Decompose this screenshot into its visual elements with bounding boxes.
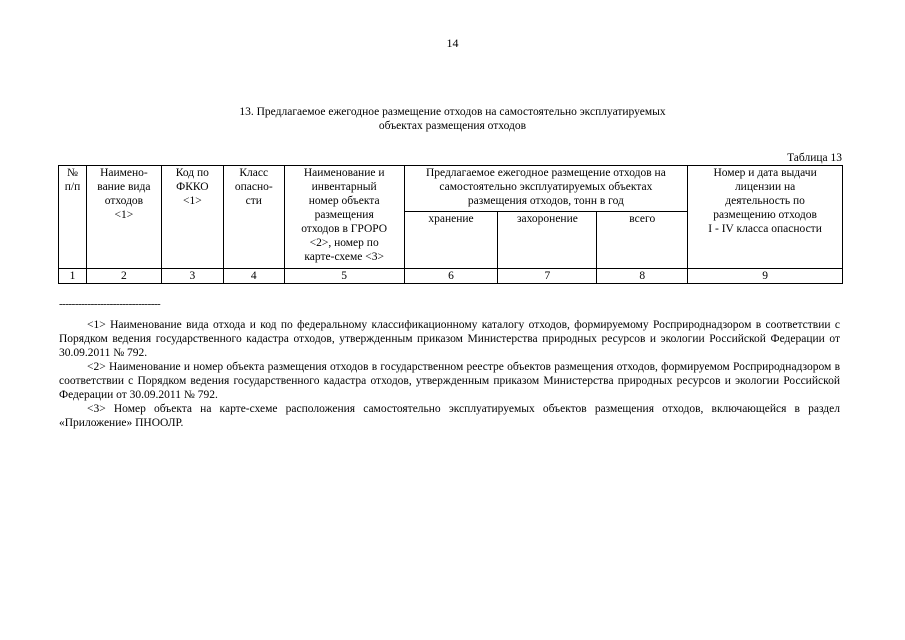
footnote-separator: -------------------------------- [59, 298, 161, 310]
footnotes [59, 318, 840, 430]
section-title [150, 105, 755, 133]
column-number-cell: 7 [498, 269, 597, 284]
header-cell-annual-placement: Предлагаемое ежегодное размещение отходов на самостоятельно эксплуатируемых объектах размещения отходов, тонн в год [404, 166, 688, 212]
column-number-cell: 9 [688, 269, 843, 284]
table-caption: Таблица 13 [787, 152, 842, 164]
header-cell-license: Номер и дата выдачи лицензии на деятельность по размещению отходов I - IV класса опасности [688, 166, 843, 269]
column-number-cell: 8 [597, 269, 688, 284]
footnote-2: <2> Наименование и номер объекта размещения отходов в государственном реестре объектов размещения отходов, формируемом Росприроднадзором в соответствии с Порядком ведения государственного кадастра отходов, утвержденным приказом Министерства природных ресурсов и экологии Российской Федерации от 30.09.2011 № 792. [59, 361, 840, 401]
page-number: 14 [446, 36, 459, 50]
waste-placement-table [58, 165, 843, 284]
header-cell-number: № п/п [59, 166, 87, 269]
column-number-cell: 2 [86, 269, 161, 284]
subheader-cell-total: всего [597, 212, 688, 269]
column-number-cell: 5 [284, 269, 404, 284]
column-number-cell: 6 [404, 269, 498, 284]
header-cell-waste-name: Наимено- вание вида отходов <1> [86, 166, 161, 269]
header-cell-object-name: Наименование и инвентарный номер объекта размещения отходов в ГРОРО <2>, номер по карте-схеме <3> [284, 166, 404, 269]
section-title-line-2: объектах размещения отходов [378, 120, 527, 132]
footnote-1: <1> Наименование вида отхода и код по федеральному классификационному каталогу отходов, формируемому Росприроднадзором в соответствии с Порядком ведения государственного кадастра отходов, утвержденным приказом Министерства природных ресурсов и экологии Российской Федерации от 30.09.2011 № 792. [59, 319, 840, 359]
column-number-cell: 4 [223, 269, 284, 284]
header-cell-hazard-class: Класс опасно- сти [223, 166, 284, 269]
column-number-cell: 1 [59, 269, 87, 284]
column-number-cell: 3 [161, 269, 223, 284]
subheader-cell-burial: захоронение [498, 212, 597, 269]
footnote-3: <3> Номер объекта на карте-схеме расположения самостоятельно эксплуатируемых объектов размещения отходов, включающейся в раздел «Приложение» ПНООЛР. [59, 403, 840, 429]
header-cell-fkko-code: Код по ФККО <1> [161, 166, 223, 269]
column-number-row [59, 269, 843, 284]
subheader-cell-storage: хранение [404, 212, 498, 269]
section-title-line-1: 13. Предлагаемое ежегодное размещение отходов на самостоятельно эксплуатируемых [239, 106, 666, 118]
